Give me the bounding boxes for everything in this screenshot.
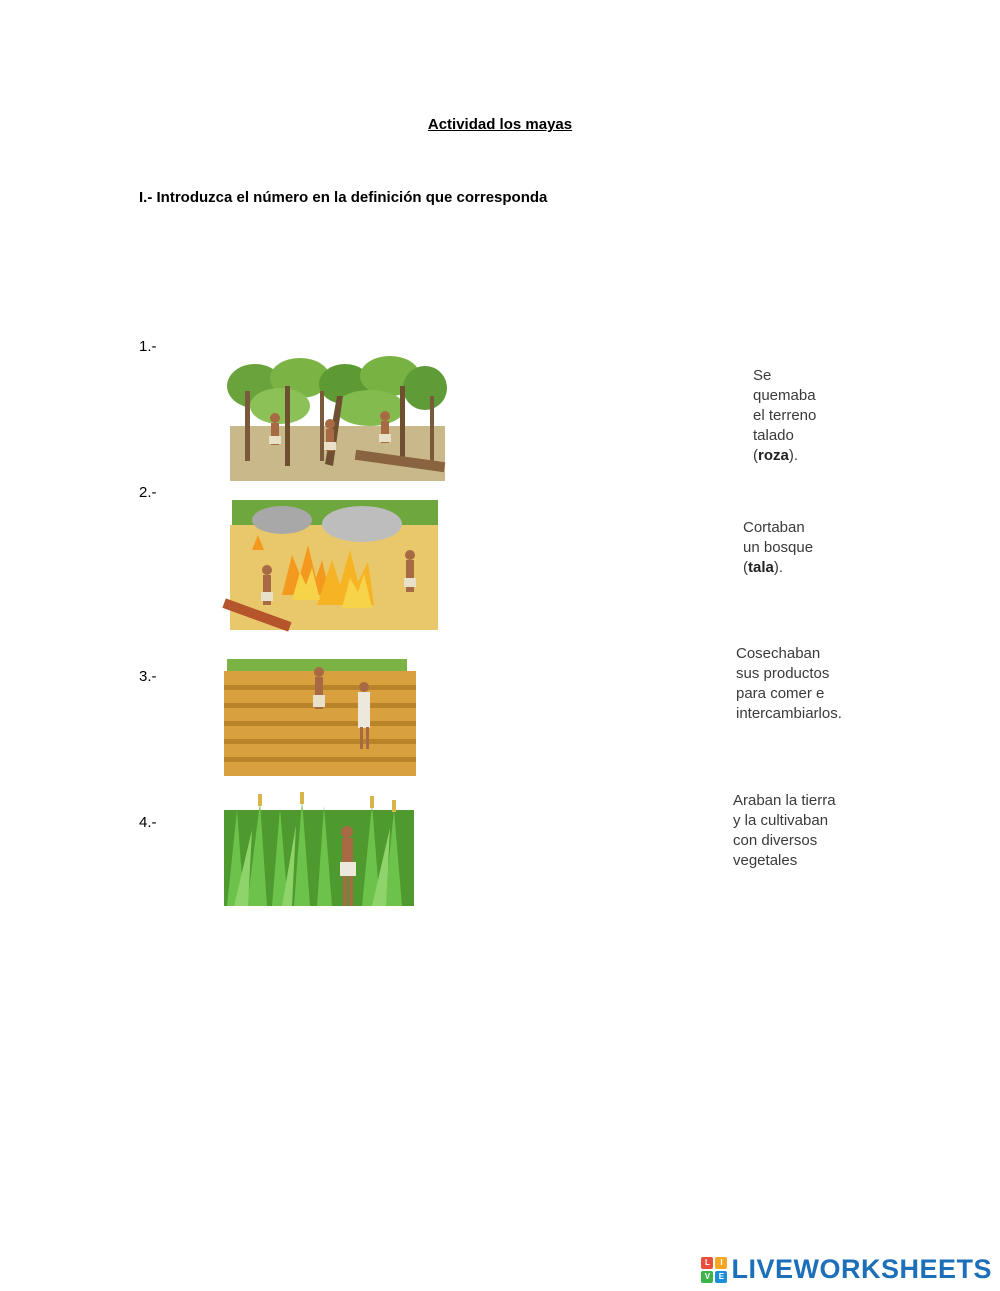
liveworksheets-logo: [701, 1254, 992, 1285]
page-title: Actividad los mayas: [427, 116, 573, 133]
item-number-3: 3.-: [139, 668, 157, 685]
corn-field-illustration: [222, 790, 415, 908]
plowed-field-illustration: [224, 657, 416, 779]
logo-letter: E: [715, 1271, 727, 1283]
item-number-1: 1.-: [139, 338, 157, 355]
forest-clearing-illustration: [225, 356, 450, 486]
definition-roza: Se quemaba el terreno talado (roza).: [753, 367, 817, 464]
liveworksheets-logo-icon: [701, 1257, 727, 1283]
logo-letter: V: [701, 1271, 713, 1283]
definition-cultivo: Araban la tierra y la cultivaban con diversos vegetales: [733, 792, 836, 869]
definition-cosecha: Cosechaban sus productos para comer e intercambiarlos.: [736, 645, 842, 722]
logo-letter: L: [701, 1257, 713, 1269]
logo-letter: I: [715, 1257, 727, 1269]
item-number-2: 2.-: [139, 484, 157, 501]
brand-name: LIVEWORKSHEETS: [731, 1254, 992, 1284]
instruction-text: I.- Introduzca el número en la definición que corresponda: [139, 189, 548, 206]
item-number-4: 4.-: [139, 814, 157, 831]
burning-field-illustration: [222, 500, 438, 635]
definition-tala: Cortaban un bosque (tala).: [743, 519, 814, 576]
